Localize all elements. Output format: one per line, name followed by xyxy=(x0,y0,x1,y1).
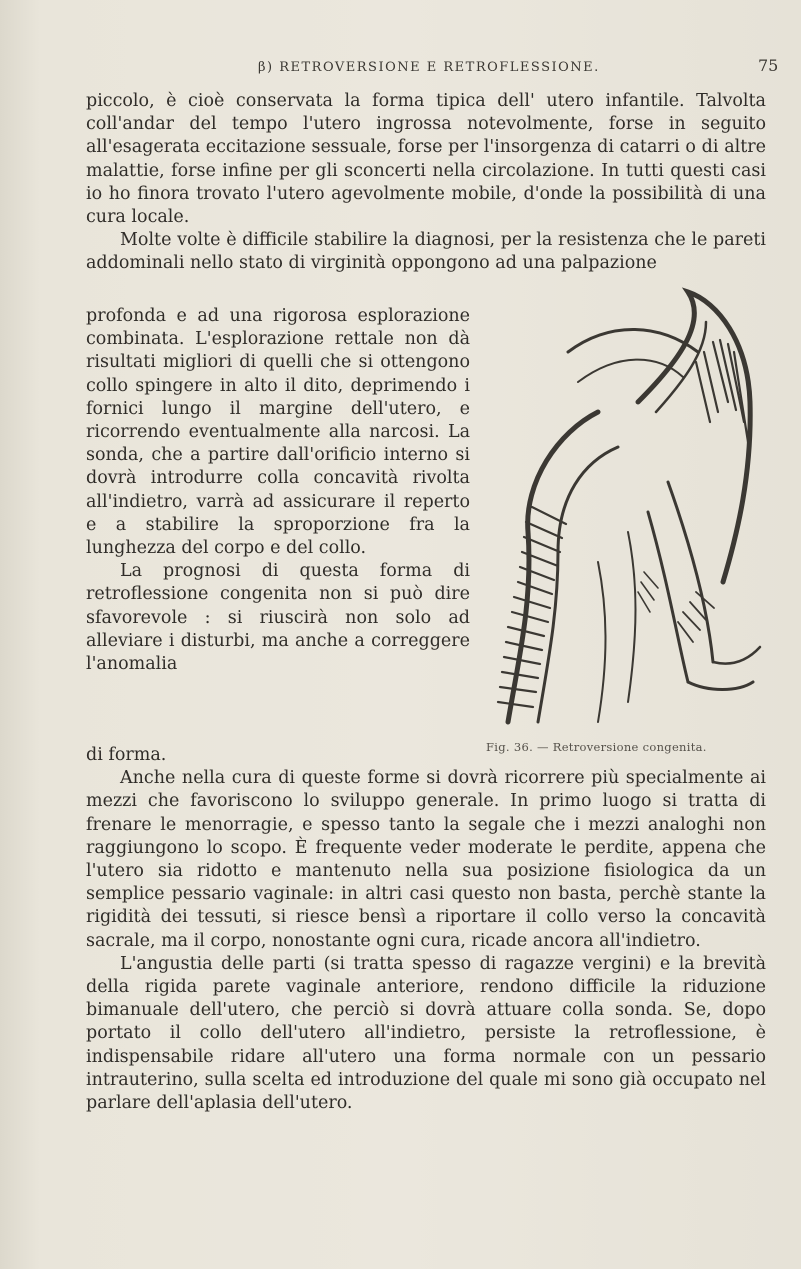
paragraph-3: La prognosi di questa forma di retroflessione congenita non si può dire sfavorevole : si riuscirà non solo ad alleviare i disturbi, ma anche a correggere l'anomalia xyxy=(86,561,470,675)
paragraph-bottom xyxy=(86,744,766,1115)
canal-outline-inner xyxy=(538,447,618,722)
paragraph-5: L'angustia delle parti (si tratta spesso di ragazze vergini) e la brevità della rigida parete vaginale anteriore, rendono difficile la riduzione bimanuale dell'utero, che perciò si dovrà attuare colla sonda. Se, dopo portato il collo dell'utero all'indietro, persiste la retroflessione, è indispensabile ridare all'utero una forma normale con un pessario intrauterino, sulla scelta ed introduzione del quale mi sono già occupato nel parlare dell'aplasia dell'utero. xyxy=(86,953,766,1114)
paragraph-1: piccolo, è cioè conservata la forma tipica dell' utero infantile. Talvolta coll'andar del tempo l'utero ingrossa notevolmente, forse in seguito all'esagerata eccitazione sessuale, forse per l'insorgenza di catarri o di altre malattie, forse infine per gli sconcerti nella circolazione. In tutti questi casi io ho finora trovato l'utero agevolmente mobile, d'onde la possibilità di una cura locale. xyxy=(86,91,766,228)
uterus-illustration xyxy=(478,282,768,750)
paragraph-2-start: Molte volte è difficile stabilire la diagnosi, per la resistenza che le pareti addominali nello stato di virginità oppongono ad una palpazione xyxy=(86,230,766,274)
paragraph-2-cont: profonda e ad una rigorosa esplorazione combinata. L'esplorazione rettale non dà risultati migliori di quelli che si ottengono collo spingere in alto il dito, deprimendo i fornici lungo il margine dell'utero, e ricorrendo eventualmente alla narcosi. La sonda, che a partire dall'orificio interno si dovrà introdurre colla concavità rivolta all'indietro, varrà ad assicurare il reperto e a stabilire la sproporzione fra la lunghezza del corpo e del collo. xyxy=(86,306,470,559)
running-header: β) RETROVERSIONE E RETROFLESSIONE. xyxy=(258,60,600,75)
paragraph-4: Anche nella cura di queste forme si dovrà ricorrere più specialmente ai mezzi che favoriscono lo sviluppo generale. In primo luogo si tratta di frenare le menorragie, e spesso tanto la segale che i mezzi analoghi non raggiungono lo scopo. È frequente veder moderate le perdite, appena che l'utero sia ridotto e mantenuto nella sua posizione fisiologica da un semplice pessario vaginale: in altri casi questo non basta, perchè stante la rigidità dei tessuti, si riesce bensì a riportare il collo verso la concavità sacrale, ma il corpo, nonostante ogni cura, ricade ancora all'indietro. xyxy=(86,768,766,951)
paragraph-top xyxy=(86,90,766,276)
figure-caption: Fig. 36. — Retroversione congenita. xyxy=(486,740,707,754)
page-number: 75 xyxy=(758,56,779,75)
paragraph-3-end: di forma. xyxy=(86,745,167,765)
paragraph-column xyxy=(86,305,470,676)
